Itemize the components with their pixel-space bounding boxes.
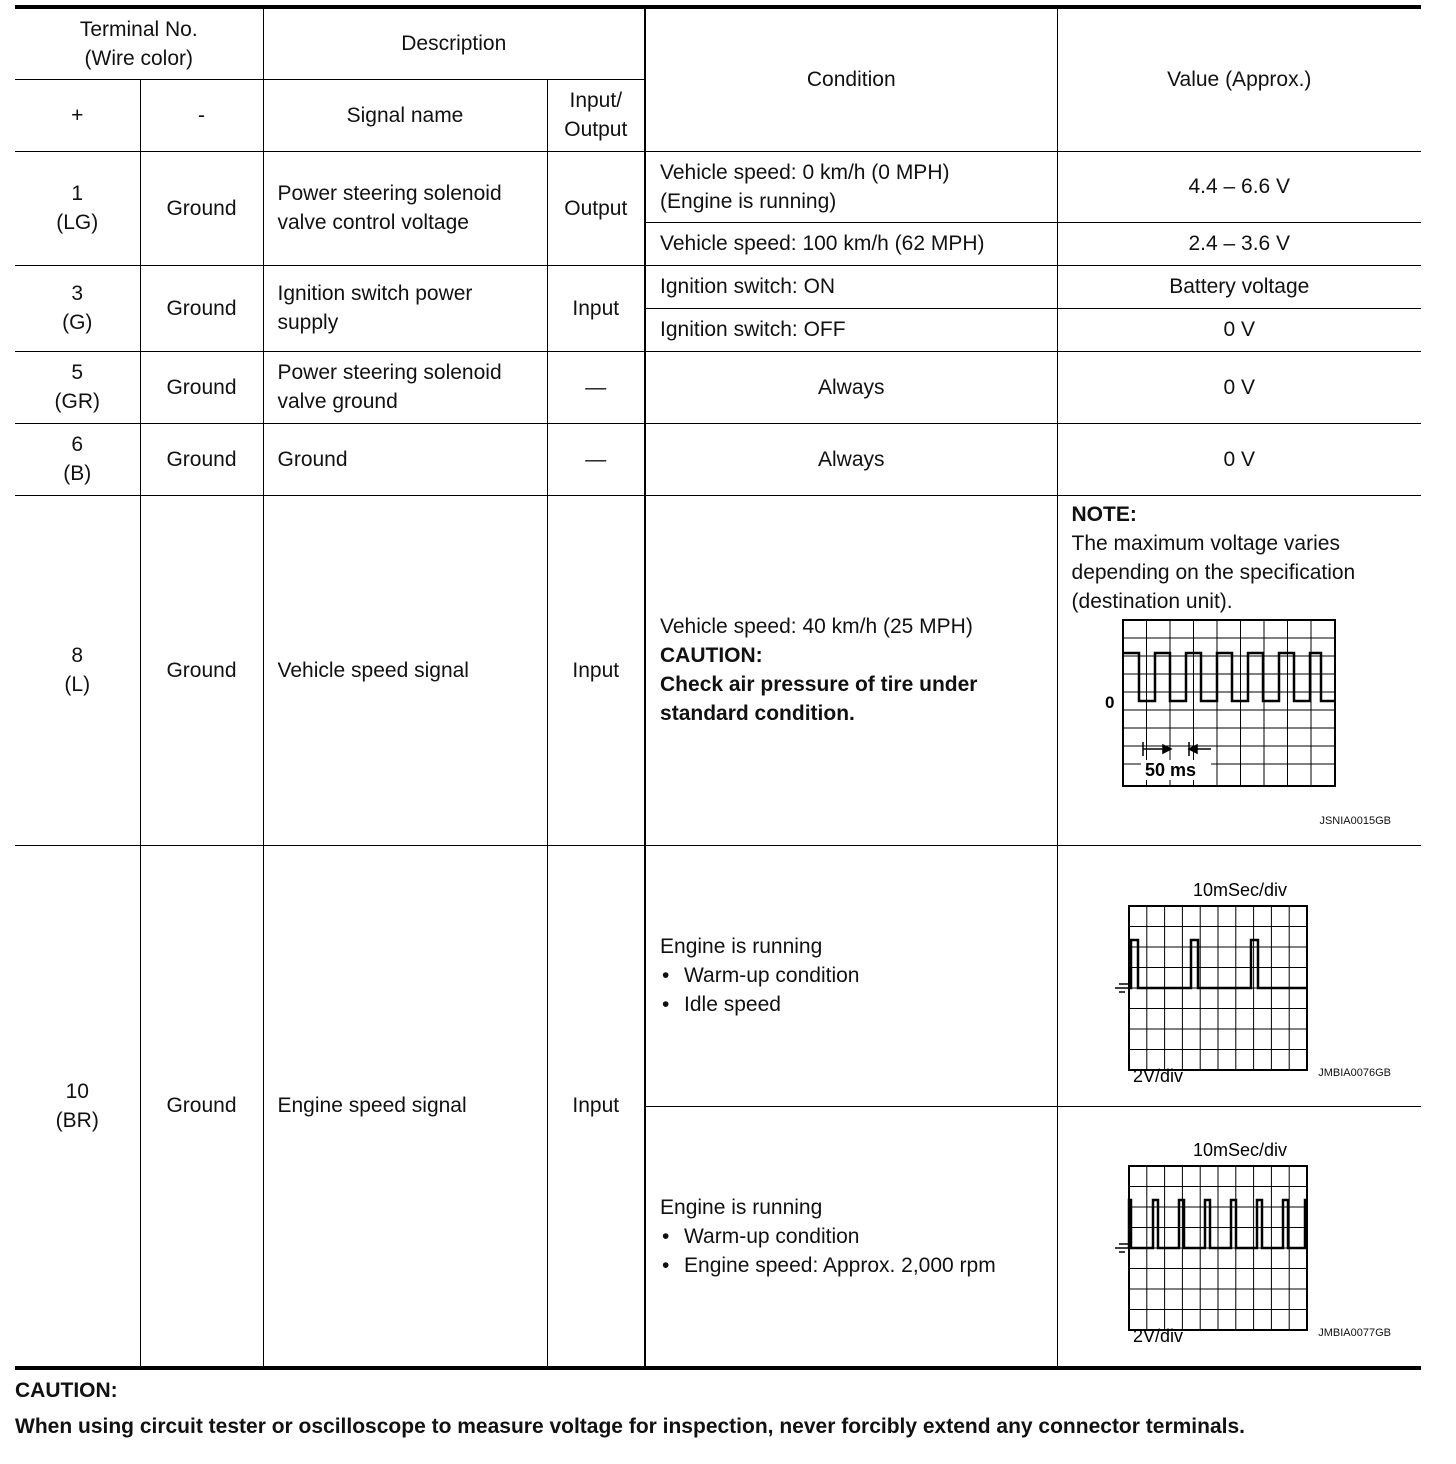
engine-idle-waveform (1075, 872, 1405, 1084)
volt-div-label: 2V/div (1133, 1326, 1184, 1345)
io-cell: Input (547, 265, 645, 351)
terminal-no-header (15, 7, 263, 79)
wire-color: (L) (64, 673, 91, 696)
terminal-cell (15, 151, 140, 265)
zero-volt-label: 0 (1105, 692, 1115, 712)
condition-cell: Always (645, 423, 1057, 495)
io-header (547, 79, 645, 151)
condition-cell: Vehicle speed: 100 km/h (62 MPH) (645, 222, 1057, 265)
header-row-1 (15, 7, 1421, 79)
minus-cell: Ground (140, 845, 263, 1368)
condition-cell: Ignition switch: ON (645, 265, 1057, 308)
signal-name-cell: Engine speed signal (263, 845, 547, 1368)
value-header: Value (Approx.) (1057, 7, 1421, 151)
figure-code: JMBIA0077GB (1318, 1327, 1392, 1340)
ground-symbol-icon (1115, 984, 1129, 992)
bullet-item: • Idle speed (660, 990, 1043, 1019)
condition-cell (645, 495, 1057, 845)
note-label: NOTE: (1071, 502, 1137, 526)
minus-cell: Ground (140, 423, 263, 495)
terminal-number: 1 (71, 182, 84, 205)
wire-color-label: (Wire color) (84, 46, 193, 70)
value-cell: 4.4 – 6.6 V (1057, 151, 1421, 222)
table-row (15, 265, 1421, 308)
footer-caution-text: When using circuit tester or oscilloscope to measure voltage for inspection, never forcibly extend any connector terminals. (15, 1415, 1245, 1438)
io-cell: — (547, 423, 645, 495)
condition-cell: Always (645, 351, 1057, 423)
table-row (15, 845, 1421, 1106)
note-text: The maximum voltage varies depending on the specification (destination unit). (1071, 531, 1356, 613)
caution-label: CAUTION: (660, 644, 763, 667)
minus-cell: Ground (140, 151, 263, 265)
minus-header: - (140, 79, 263, 151)
wire-color: (LG) (56, 211, 99, 234)
condition-line: Engine is running (660, 935, 823, 958)
condition-header: Condition (645, 7, 1057, 151)
value-cell: 0 V (1057, 423, 1421, 495)
io-cell: — (547, 351, 645, 423)
terminal-cell (15, 423, 140, 495)
condition-cell (645, 845, 1057, 1106)
wire-color: (B) (63, 462, 92, 485)
value-cell (1057, 1106, 1421, 1368)
volt-div-label: 2V/div (1133, 1065, 1184, 1084)
terminal-cell (15, 495, 140, 845)
description-header: Description (263, 7, 645, 79)
value-cell (1057, 845, 1421, 1106)
caution-text: Check air pressure of tire under standard condition. (660, 673, 978, 725)
terminal-cell (15, 351, 140, 423)
io-cell: Output (547, 151, 645, 265)
value-cell: 0 V (1057, 351, 1421, 423)
signal-name-cell: Ignition switch power supply (263, 265, 547, 351)
wire-color: (BR) (55, 1108, 99, 1132)
terminal-cell (15, 265, 140, 351)
ground-symbol-icon (1115, 1244, 1129, 1252)
condition-line: (Engine is running) (660, 189, 837, 213)
plus-header: + (15, 79, 140, 151)
wire-color: (GR) (54, 390, 100, 413)
signal-name-cell: Power steering solenoid valve ground (263, 351, 547, 423)
io-cell: Input (547, 845, 645, 1368)
signal-name-cell: Vehicle speed signal (263, 495, 547, 845)
value-cell: 0 V (1057, 308, 1421, 351)
terminal-no-label: Terminal No. (79, 17, 198, 41)
bullet-item: • Warm-up condition (660, 961, 1043, 990)
time-div-label: 10mSec/div (1193, 879, 1288, 900)
condition-cell: Ignition switch: OFF (645, 308, 1057, 351)
io-cell: Input (547, 495, 645, 845)
value-cell: 2.4 – 3.6 V (1057, 222, 1421, 265)
value-cell: Battery voltage (1057, 265, 1421, 308)
signal-name-header: Signal name (263, 79, 547, 151)
table-row (15, 495, 1421, 845)
io-header-line-1: Input/ (569, 89, 623, 112)
time-div-label: 10mSec/div (1193, 1140, 1288, 1161)
terminal-table-section (15, 5, 1421, 1370)
signal-name-cell: Power steering solenoid valve control voltage (263, 151, 547, 265)
footer-caution-label: CAUTION: (15, 1379, 118, 1402)
io-header-line-2: Output (564, 118, 628, 141)
minus-cell: Ground (140, 351, 263, 423)
minus-cell: Ground (140, 265, 263, 351)
time-span-label: 50 ms (1145, 759, 1197, 780)
terminal-spec-table (15, 5, 1421, 1370)
value-cell (1057, 495, 1421, 845)
terminal-number: 10 (65, 1079, 89, 1103)
terminal-number: 6 (71, 433, 84, 456)
condition-line: Vehicle speed: 40 km/h (25 MPH) (660, 615, 973, 638)
engine-2000rpm-waveform (1075, 1132, 1405, 1344)
condition-line: Engine is running (660, 1195, 823, 1219)
figure-code: JMBIA0076GB (1318, 1066, 1392, 1079)
minus-cell: Ground (140, 495, 263, 845)
figure-code: JSNIA0015GB (1319, 814, 1392, 827)
condition-cell (645, 1106, 1057, 1368)
table-row (15, 151, 1421, 222)
footer-caution (15, 1376, 1421, 1448)
condition-line: Vehicle speed: 0 km/h (0 MPH) (660, 160, 950, 184)
condition-cell (645, 151, 1057, 222)
table-row (15, 423, 1421, 495)
table-row (15, 351, 1421, 423)
terminal-number: 3 (71, 282, 84, 305)
signal-name-cell: Ground (263, 423, 547, 495)
bullet-item: • Warm-up condition (660, 1222, 1043, 1251)
terminal-number: 8 (71, 644, 84, 667)
terminal-cell (15, 845, 140, 1368)
wire-color: (G) (62, 311, 93, 334)
vehicle-speed-waveform (1075, 616, 1405, 814)
bullet-item: • Engine speed: Approx. 2,000 rpm (660, 1251, 1043, 1280)
terminal-number: 5 (71, 361, 84, 384)
